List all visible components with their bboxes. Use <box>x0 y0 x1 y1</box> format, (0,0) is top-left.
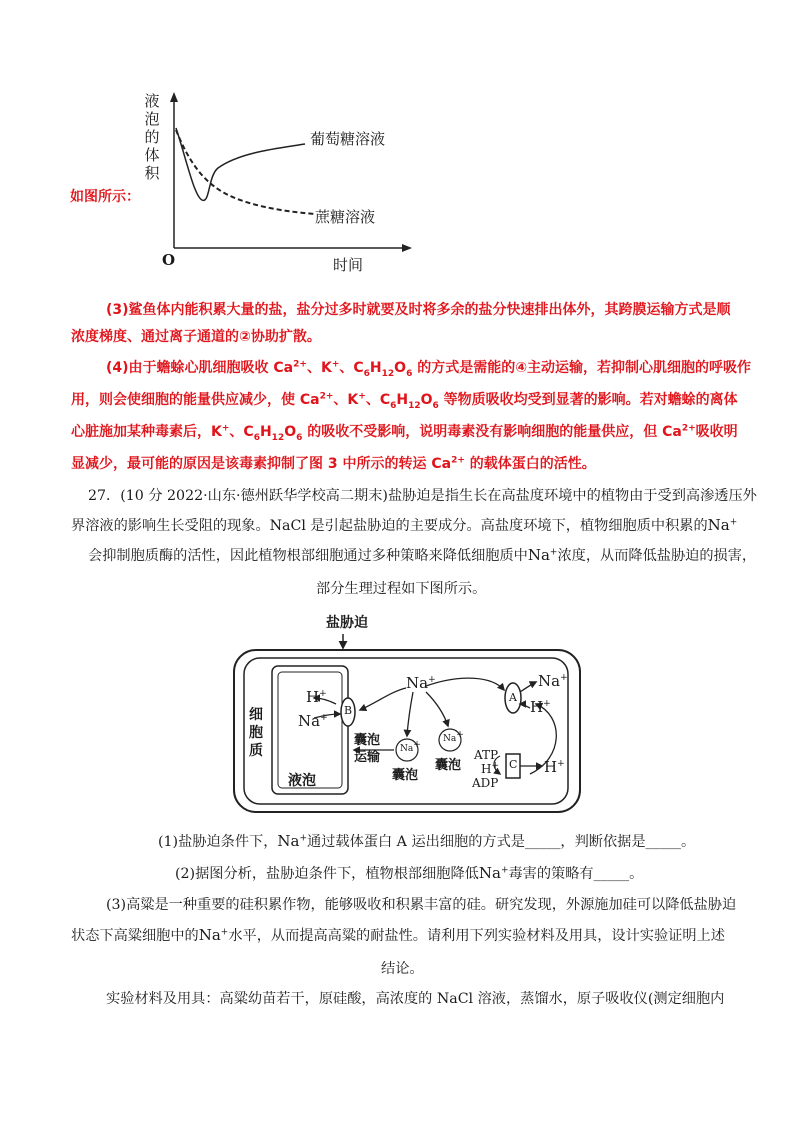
na-ion-cytoplasm: Na+ <box>406 674 436 692</box>
y-axis-arrow <box>170 92 178 102</box>
vesicle-1-ion: Na+ <box>400 740 421 754</box>
adp-label: ADP <box>472 776 499 790</box>
arrow-na-to-vesicle-2 <box>426 692 448 726</box>
x-axis-arrow <box>402 244 412 252</box>
answer-4-line-3: 心脏施加某种毒素后，K+、$C_6H_{12}O_6$ 的吸收不受影响，说明毒素没有影响细胞的能量供应，但 $Ca^{2+}$吸收明 <box>71 423 738 443</box>
vesicle-label-1: 囊泡 <box>392 768 419 783</box>
vesicle-label-2: 囊泡 <box>435 758 462 773</box>
q27-sub-3-line-3: 结论。 <box>381 961 424 977</box>
atp-label: ATP <box>474 748 499 762</box>
q27-sub-3-line-1: (3)高粱是一种重要的硅积累作物，能够吸收和积累丰富的硅。研究发现，外源施加硅可以降低盐胁迫 <box>106 897 737 913</box>
q27-sub-1: (1)盐胁迫条件下，Na+通过载体蛋白 A 运出细胞的方式是_____，判断依据是_____。 <box>158 832 696 850</box>
answer-3-line-2: 浓度梯度、通过离子通道的②协助扩散。 <box>71 329 321 345</box>
q27-line-2: 界溶液的影响生长受阻的现象。NaCl 是引起盐胁迫的主要成分。高盐度环境下，植物细胞质中积累的Na+ <box>71 516 738 534</box>
osmosis-graph <box>120 88 420 278</box>
label-glucose: 葡萄糖溶液 <box>310 130 386 148</box>
diagram-title: 盐胁迫 <box>326 615 368 631</box>
h-ion-outside-c: H+ <box>544 758 565 776</box>
q27-line-4: 部分生理过程如下图所示。 <box>316 581 487 597</box>
arrow-na-to-b <box>360 688 406 710</box>
cytoplasm-label: 细 胞 质 <box>249 707 263 759</box>
graph-caption: 如图所示： <box>70 189 140 205</box>
vesicle-transport-label: 囊泡 运输 <box>354 733 381 765</box>
vacuole-label: 液泡 <box>288 773 316 789</box>
protein-a-label: A <box>509 691 517 704</box>
y-label-char: 的 <box>144 128 160 146</box>
curve-sucrose <box>176 130 315 214</box>
vesicle-2-ion: Na+ <box>443 730 464 744</box>
arrow-na-to-vesicle-1 <box>407 692 413 736</box>
h-ion-inside-c: H+ <box>481 761 500 776</box>
na-ion-outside: Na+ <box>538 672 568 690</box>
answer-4-line-4: 显减少，最可能的原因是该毒素抑制了图 3 中所示的转运 $Ca^{2+}$ 的载体蛋白的活性。 <box>71 455 596 472</box>
answer-4-line-2: 用，则会使细胞的能量供应减少，使 $Ca^{2+}$、K+、$C_6H_{12}O_6$ 等物质吸收均受到显著的影响。若对蟾蜍的离体 <box>71 391 738 411</box>
h-ion-vacuole: H+ <box>306 688 327 706</box>
curve-glucose <box>176 128 305 200</box>
q27-line-3: 会抑制胞质酶的活性，因此植物根部细胞通过多种策略来降低细胞质中Na+浓度，从而降低盐胁迫的损害， <box>88 546 757 564</box>
y-label-char: 液 <box>144 92 160 110</box>
label-sucrose: 蔗糖溶液 <box>315 208 376 226</box>
q27-materials: 实验材料及用具：高粱幼苗若干，原硅酸，高浓度的 NaCl 溶液，蒸馏水，原子吸收仪(测定细胞内 <box>106 991 725 1007</box>
y-label-char: 体 <box>144 146 160 164</box>
h-ion-outside-a: H+ <box>530 698 551 716</box>
protein-c-label: C <box>509 758 518 771</box>
na-ion-vacuole: Na+ <box>298 712 328 730</box>
y-label-char: 积 <box>144 164 160 182</box>
arrow-na-out-a <box>520 682 536 692</box>
origin-label: O <box>162 251 176 269</box>
arrow-na-to-a <box>426 678 504 690</box>
x-axis-label: 时间 <box>333 256 364 274</box>
protein-b-label: B <box>344 704 353 717</box>
answer-3-line-1: (3)鲨鱼体内能积累大量的盐，盐分过多时就要及时将多余的盐分快速排出体外，其跨膜运输方式是顺 <box>106 302 731 318</box>
y-label-char: 泡 <box>144 110 160 128</box>
answer-4-line-1: (4)由于蟾蜍心肌细胞吸收 $Ca^{2+}$、K+、$C_6H_{12}O_6$ 的方式是需能的④主动运输，若抑制心肌细胞的呼吸作 <box>106 359 752 379</box>
y-axis-label <box>142 92 162 182</box>
q27-line-1: 27．(10 分 2022·山东·德州跃华学校高二期末)盐胁迫是指生长在高盐度环境中的植物由于受到高渗透压外 <box>88 488 757 504</box>
salt-stress-diagram <box>230 608 590 818</box>
q27-sub-3-line-2: 状态下高粱细胞中的Na+水平，从而提高高粱的耐盐性。请利用下列实验材料及用具，设计实验证明上述 <box>71 926 725 944</box>
arrow-h-in-a <box>520 704 530 708</box>
osmosis-graph-svg <box>120 88 420 278</box>
q27-sub-2: (2)据图分析，盐胁迫条件下，植物根部细胞降低Na+毒害的策略有_____。 <box>175 864 644 882</box>
